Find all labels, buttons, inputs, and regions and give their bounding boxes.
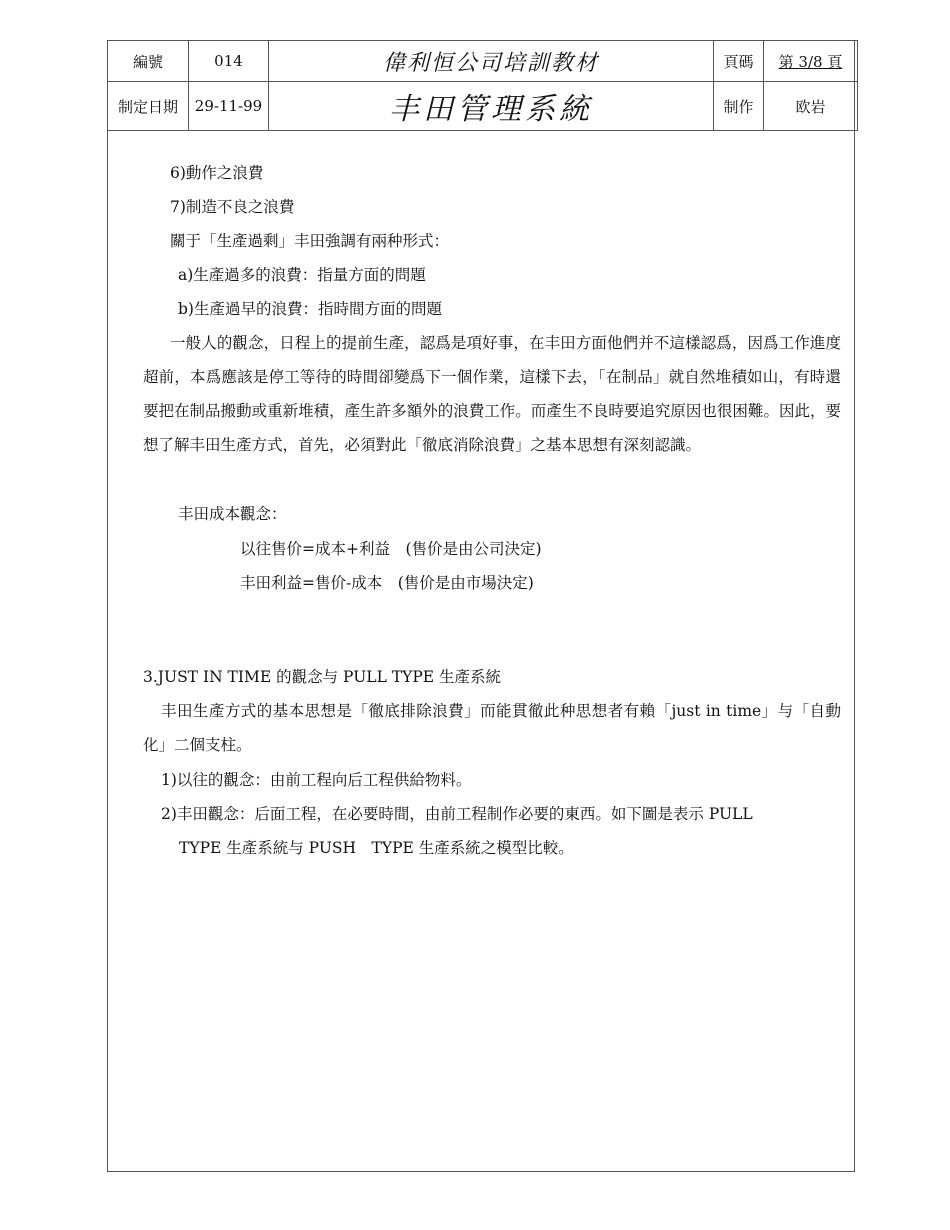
date-label: 制定日期 [108,82,189,131]
company-title: 偉利恒公司培訓教材 [269,41,714,82]
overproduction-form-b: b)生產過早的浪費：指時間方面的問題 [178,300,442,318]
concept-toyota-line1: 2)丰田觀念：后面工程，在必要時間，由前工程制作必要的東西。如下圖是表示 PULL [161,805,753,823]
overproduction-intro: 關于「生產過剩」丰田強調有兩种形式： [170,232,450,250]
paragraph-early-production: 一般人的觀念，日程上的提前生產，認爲是項好事，在丰田方面他們并不這樣認爲，因爲工作進度超前，本爲應該是停工等待的時間卻變爲下一個作業，這樣下去，「在制品」就自然堆積如山，有時還要把在制品搬動或重新堆積，產生許多額外的浪費工作。而產生不良時要追究原因也很困難。因此，要想了解丰田生產方式，首先，必須對此「徹底消除浪費」之基本思想有深刻認識。 [143,334,841,454]
overproduction-form-a: a)生產過多的浪費：指量方面的問題 [178,266,426,284]
document-header-table [107,40,858,131]
cost-concept-title: 丰田成本觀念： [178,505,287,523]
author-label: 制作 [714,82,764,131]
page-label: 頁碼 [714,41,764,82]
section-3-title: 3.JUST IN TIME 的觀念与 PULL TYPE 生產系統 [143,668,502,686]
waste-item-7: 7)制造不良之浪費 [170,198,295,216]
concept-toyota-line2: TYPE 生產系統与 PUSH TYPE 生產系統之模型比較。 [179,839,574,857]
number-label: 編號 [108,41,189,82]
author-value: 欧岩 [764,82,858,131]
paragraph-jit-basics: 丰田生產方式的基本思想是「徹底排除浪費」而能貫徹此种思想者有賴「just in time」与「自動化」二個支柱。 [143,702,841,754]
waste-item-6: 6)動作之浪費 [170,164,264,182]
date-value: 29-11-99 [189,82,269,131]
cost-formula-toyota: 丰田利益=售价-成本 (售价是由市場決定) [240,574,534,592]
system-title: 丰田管理系統 [269,82,714,131]
page-number: 第 3/8 頁 [764,41,858,82]
cost-formula-old: 以往售价=成本+利益 (售价是由公司決定) [240,540,542,558]
number-value: 014 [189,41,269,82]
concept-traditional: 1)以往的觀念：由前工程向后工程供給物料。 [161,771,472,789]
